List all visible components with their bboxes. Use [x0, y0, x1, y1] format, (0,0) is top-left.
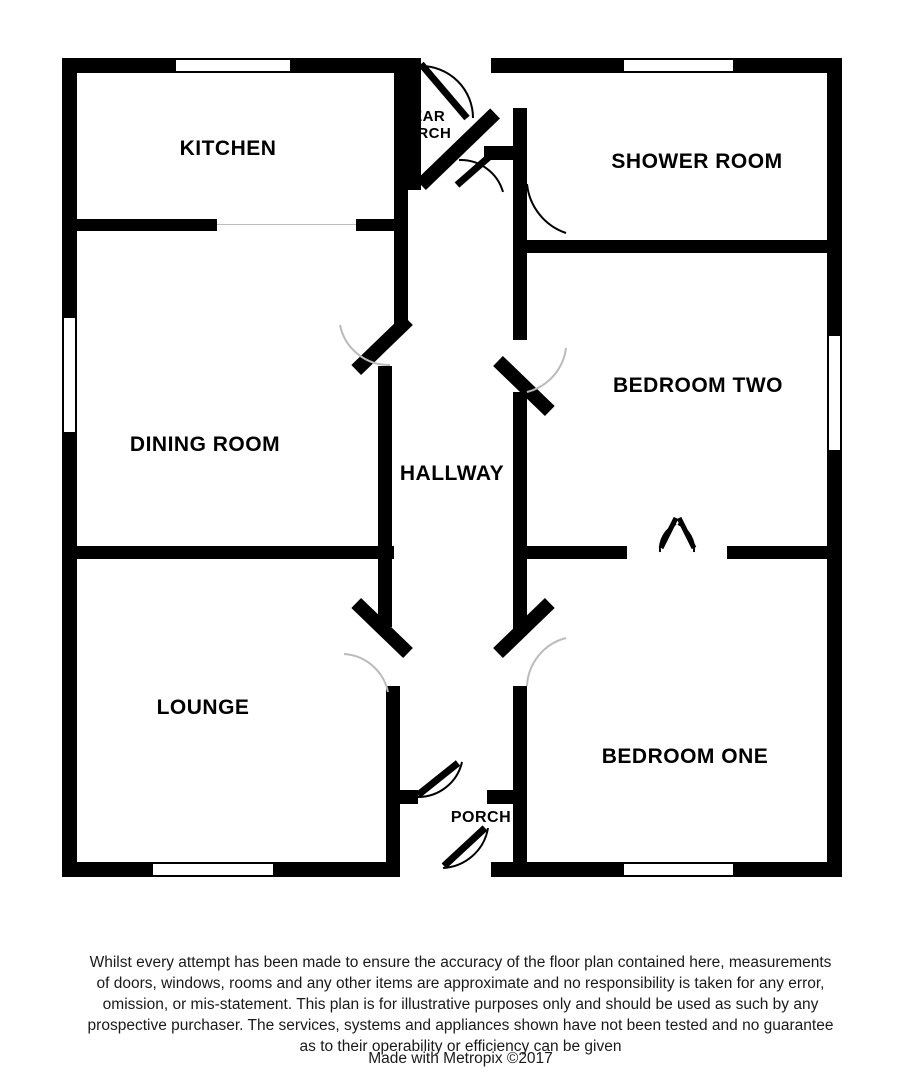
interior-wall-kitchen-dining-hairline	[217, 224, 356, 225]
interior-wall-kitchen-dining-right	[356, 219, 394, 231]
hallway-wall-right-seg5	[513, 392, 527, 559]
porch-wall-left	[386, 790, 418, 804]
porch-wall-right	[487, 790, 527, 804]
exterior-wall-right-upper	[827, 58, 842, 334]
credit-text: Made with Metropix ©2017	[368, 1050, 553, 1067]
exterior-wall-left-lower	[62, 434, 77, 877]
window-kitchen-top	[174, 58, 292, 73]
hallway-wall-left-seg2	[378, 366, 392, 559]
rear-porch-wall-right	[484, 146, 527, 160]
exterior-wall-right-lower	[827, 452, 842, 877]
room-label-rear-porch	[395, 108, 452, 142]
interior-wall-bedroom-two-one-left	[527, 546, 627, 559]
opening-kitchen-dining	[217, 221, 356, 229]
hallway-wall-right-seg7	[513, 686, 527, 877]
disclaimer-text	[0, 952, 921, 1057]
disclaimer-line-4: prospective purchaser. The services, systems and appliances shown have not been tested and no guarantee	[87, 1017, 834, 1034]
interior-wall-kitchen-dining-left	[62, 219, 217, 231]
window-dining-room-left	[62, 316, 77, 434]
room-label-lounge: LOUNGE	[156, 696, 250, 719]
disclaimer-line-5: as to their operability or efficiency can be given	[299, 1038, 622, 1055]
window-bedroom-two-right	[827, 334, 842, 452]
disclaimer-line-1: Whilst every attempt has been made to ensure the accuracy of the floor plan contained here, measurements	[89, 954, 832, 971]
room-label-kitchen: KITCHEN	[179, 137, 277, 160]
room-label-bedroom-one: BEDROOM ONE	[601, 745, 769, 768]
room-label-porch: PORCH	[450, 809, 512, 826]
hallway-wall-left-seg1	[394, 58, 408, 327]
window-shower-room-top	[622, 58, 735, 73]
room-label-dining-room: DINING ROOM	[129, 433, 281, 456]
room-label-rear-porch-line1: REAR	[400, 108, 446, 125]
hallway-wall-right-seg3	[513, 108, 527, 240]
window-bedroom-one-bottom	[622, 862, 735, 877]
hallway-wall-right-seg4	[513, 240, 527, 340]
interior-wall-bedroom-two-one-right	[727, 546, 842, 559]
room-label-bedroom-two: BEDROOM TWO	[613, 374, 783, 397]
room-label-shower-room: SHOWER ROOM	[611, 150, 783, 173]
window-lounge-bottom	[151, 862, 275, 877]
hallway-wall-left-seg4	[386, 686, 400, 877]
interior-wall-shower-bedroom-two	[513, 240, 842, 253]
disclaimer-line-3: omission, or mis-statement. This plan is for illustrative purposes only and should be used as such by any	[102, 996, 819, 1013]
interior-wall-dining-lounge	[62, 546, 394, 559]
disclaimer-line-2: of doors, windows, rooms and any other items are approximate and no responsibility is taken for any error,	[96, 975, 825, 992]
room-label-rear-porch-line2: PORCH	[394, 125, 452, 142]
room-label-hallway: HALLWAY	[399, 462, 505, 485]
exterior-wall-left-upper	[62, 58, 77, 316]
